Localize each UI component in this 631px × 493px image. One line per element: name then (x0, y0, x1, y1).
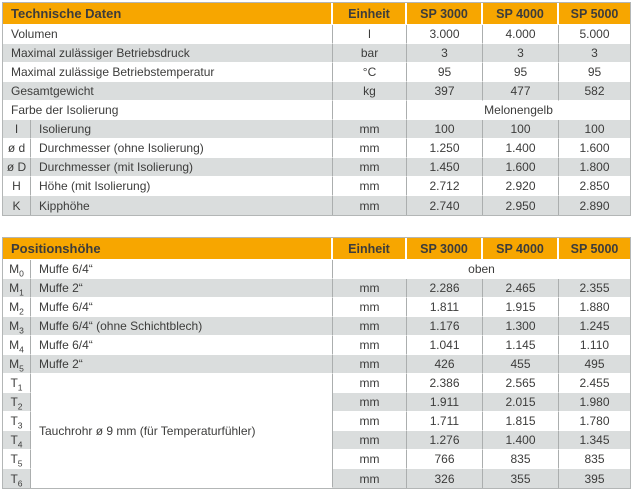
value-cell: 1.300 (483, 317, 559, 336)
row-key: H (3, 177, 31, 196)
unit-cell (333, 101, 407, 120)
key-letter: M (9, 262, 20, 276)
unit-cell: mm (333, 336, 407, 355)
table-row (3, 260, 630, 279)
unit-cell: mm (333, 412, 407, 431)
value-cell: 2.920 (483, 177, 559, 196)
unit-cell: mm (333, 393, 407, 412)
row-label: Höhe (mit Isolierung) (31, 177, 333, 196)
unit-cell: mm (333, 158, 407, 177)
table-row (3, 101, 630, 120)
row-label: Maximal zulässige Betriebstemperatur (3, 63, 333, 82)
value-cell: 2.950 (483, 196, 559, 215)
technical-data-table (2, 2, 631, 216)
value-cell: 2.286 (407, 279, 483, 298)
value-cell: 397 (407, 82, 483, 101)
value-cell: 477 (483, 82, 559, 101)
table-row (3, 63, 630, 82)
value-cell: 1.800 (559, 158, 630, 177)
value-cell: 1.911 (407, 393, 483, 412)
key-letter: M (9, 300, 20, 314)
table-row (3, 317, 630, 336)
row-label: Muffe 2“ (31, 355, 333, 374)
table-row (3, 374, 630, 393)
row-label: Muffe 6/4“ (31, 298, 333, 317)
column-header-unit: Einheit (333, 3, 407, 25)
row-label: Durchmesser (mit Isolierung) (31, 158, 333, 177)
value-cell: 100 (483, 120, 559, 139)
row-label: Kipphöhe (31, 196, 333, 215)
key-subscript: 1 (19, 287, 24, 298)
table-row (3, 336, 630, 355)
key-letter: M (9, 357, 20, 371)
unit-cell: kg (333, 82, 407, 101)
value-cell: 95 (407, 63, 483, 82)
value-cell: 2.850 (559, 177, 630, 196)
unit-cell: mm (333, 431, 407, 450)
table-row (3, 25, 630, 44)
value-cell: 1.345 (559, 431, 630, 450)
value-cell: 326 (407, 469, 483, 488)
value-cell: 1.450 (407, 158, 483, 177)
value-cell: 95 (559, 63, 630, 82)
key-letter: T (10, 471, 18, 486)
value-cell: 395 (559, 469, 630, 488)
value-cell: 3 (559, 44, 630, 63)
value-cell: 835 (483, 450, 559, 469)
key-subscript: 4 (17, 439, 23, 450)
value-cell: 835 (559, 450, 630, 469)
key-letter: M (9, 319, 20, 333)
value-cell: 1.711 (407, 412, 483, 431)
span-value-cell: Melonengelb (407, 101, 630, 120)
key-letter: T (10, 414, 18, 428)
value-cell: 5.000 (559, 25, 630, 44)
row-key (3, 298, 31, 317)
row-key (3, 374, 31, 393)
value-cell: 1.400 (483, 139, 559, 158)
value-cell: 1.780 (559, 412, 630, 431)
table-row (3, 298, 630, 317)
table-row (3, 279, 630, 298)
value-cell: 2.355 (559, 279, 630, 298)
value-cell: 766 (407, 450, 483, 469)
unit-cell: l (333, 25, 407, 44)
row-label: Farbe der Isolierung (3, 101, 333, 120)
key-letter: T (10, 395, 18, 409)
unit-cell: mm (333, 279, 407, 298)
table-row (3, 82, 630, 101)
row-key: ø d (3, 139, 31, 158)
row-key: K (3, 196, 31, 215)
unit-cell: mm (333, 374, 407, 393)
key-letter: T (10, 452, 18, 466)
key-letter: T (10, 433, 18, 447)
key-letter: T (10, 376, 18, 390)
value-cell: 1.880 (559, 298, 630, 317)
column-header-sp3000: SP 3000 (407, 3, 483, 25)
value-cell: 1.811 (407, 298, 483, 317)
row-key (3, 393, 31, 412)
unit-cell: bar (333, 44, 407, 63)
row-label: Muffe 2“ (31, 279, 333, 298)
row-key (3, 469, 31, 488)
key-subscript: 6 (17, 477, 23, 488)
table-header-row (3, 3, 630, 25)
unit-cell: mm (333, 469, 407, 488)
value-cell: 455 (483, 355, 559, 374)
unit-cell: mm (333, 120, 407, 139)
row-key: ø D (3, 158, 31, 177)
value-cell: 3.000 (407, 25, 483, 44)
column-header-unit: Einheit (333, 238, 407, 260)
row-label: Isolierung (31, 120, 333, 139)
value-cell: 1.400 (483, 431, 559, 450)
table-row (3, 158, 630, 177)
table-row (3, 196, 630, 215)
value-cell: 1.176 (407, 317, 483, 336)
value-cell: 1.245 (559, 317, 630, 336)
value-cell: 495 (559, 355, 630, 374)
row-key (3, 355, 31, 374)
value-cell: 95 (483, 63, 559, 82)
key-letter: M (9, 281, 20, 295)
row-key (3, 317, 31, 336)
value-cell: 2.740 (407, 196, 483, 215)
table-header-row (3, 238, 630, 260)
value-cell: 1.110 (559, 336, 630, 355)
unit-cell: °C (333, 63, 407, 82)
value-cell: 2.465 (483, 279, 559, 298)
column-header-sp4000: SP 4000 (483, 3, 559, 25)
row-key (3, 279, 31, 298)
unit-cell: mm (333, 355, 407, 374)
value-cell: 1.815 (483, 412, 559, 431)
key-subscript: 2 (17, 401, 23, 412)
value-cell: 426 (407, 355, 483, 374)
value-cell: 1.980 (559, 393, 630, 412)
table-row (3, 44, 630, 63)
row-label: Gesamtgewicht (3, 82, 333, 101)
value-cell: 1.600 (483, 158, 559, 177)
row-key (3, 431, 31, 450)
value-cell: 100 (559, 120, 630, 139)
table-row (3, 139, 630, 158)
row-label: Durchmesser (ohne Isolierung) (31, 139, 333, 158)
unit-cell: mm (333, 450, 407, 469)
value-cell: 4.000 (483, 25, 559, 44)
key-subscript: 5 (19, 363, 24, 374)
unit-cell: mm (333, 317, 407, 336)
key-subscript: 5 (17, 458, 23, 469)
column-header-sp3000: SP 3000 (407, 238, 483, 260)
row-label: Volumen (3, 25, 333, 44)
row-label: Muffe 6/4“ (31, 336, 333, 355)
value-cell: 1.276 (407, 431, 483, 450)
unit-cell: mm (333, 139, 407, 158)
unit-cell: mm (333, 196, 407, 215)
value-cell: 2.015 (483, 393, 559, 412)
value-cell: 100 (407, 120, 483, 139)
key-subscript: 0 (19, 268, 24, 279)
span-value-cell: oben (333, 260, 630, 279)
key-letter: M (9, 338, 20, 352)
value-cell: 2.712 (407, 177, 483, 196)
value-cell: 2.386 (407, 374, 483, 393)
row-label: Muffe 6/4“ (31, 260, 333, 279)
value-cell: 3 (407, 44, 483, 63)
table-title: Positionshöhe (3, 238, 333, 260)
key-subscript: 1 (17, 382, 23, 393)
value-cell: 355 (483, 469, 559, 488)
row-key (3, 336, 31, 355)
value-cell: 1.915 (483, 298, 559, 317)
merged-row-label: Tauchrohr ø 9 mm (für Temperaturfühler) (31, 374, 333, 488)
row-key (3, 412, 31, 431)
key-subscript: 3 (19, 325, 24, 336)
table-row (3, 177, 630, 196)
table-title: Technische Daten (3, 3, 333, 25)
unit-cell: mm (333, 298, 407, 317)
value-cell: 1.145 (483, 336, 559, 355)
position-height-table (2, 237, 631, 489)
row-key: I (3, 120, 31, 139)
value-cell: 2.890 (559, 196, 630, 215)
value-cell: 3 (483, 44, 559, 63)
value-cell: 2.565 (483, 374, 559, 393)
column-header-sp5000: SP 5000 (559, 238, 630, 260)
row-label: Muffe 6/4“ (ohne Schichtblech) (31, 317, 333, 336)
key-subscript: 3 (17, 420, 23, 431)
unit-cell: mm (333, 177, 407, 196)
column-header-sp5000: SP 5000 (559, 3, 630, 25)
row-key (3, 450, 31, 469)
table-row (3, 355, 630, 374)
table-row (3, 120, 630, 139)
row-key (3, 260, 31, 279)
value-cell: 1.041 (407, 336, 483, 355)
column-header-sp4000: SP 4000 (483, 238, 559, 260)
key-subscript: 2 (19, 306, 24, 317)
key-subscript: 4 (19, 344, 24, 355)
value-cell: 2.455 (559, 374, 630, 393)
value-cell: 582 (559, 82, 630, 101)
value-cell: 1.600 (559, 139, 630, 158)
value-cell: 1.250 (407, 139, 483, 158)
row-label: Maximal zulässiger Betriebsdruck (3, 44, 333, 63)
